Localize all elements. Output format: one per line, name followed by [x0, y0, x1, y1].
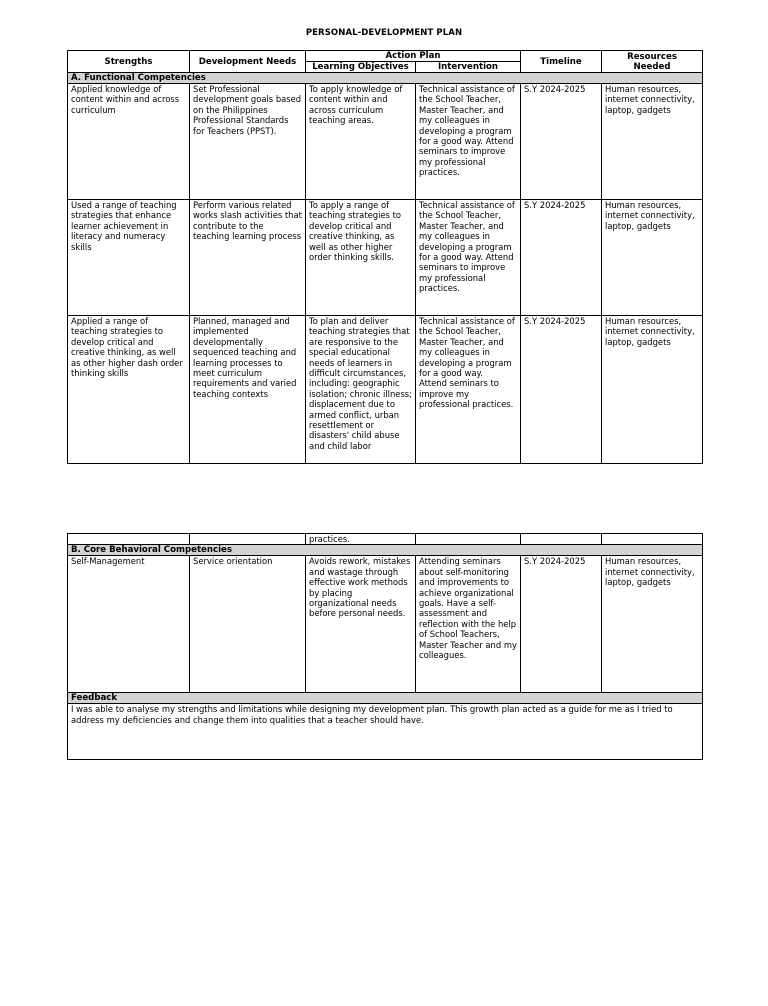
header-intervention: Intervention [416, 62, 521, 73]
development-plan-table-page2 [67, 533, 703, 760]
section-core-behavioral-competencies: B. Core Behavioral Competencies [68, 545, 703, 556]
strength-cell: Self-Management [68, 556, 190, 693]
header-learning-objectives: Learning Objectives [306, 62, 416, 73]
section-functional-competencies: A. Functional Competencies [68, 73, 703, 84]
timeline-cell: S.Y 2024-2025 [521, 84, 602, 200]
objective-cell: Avoids rework, mistakes and wastage through effective work methods by placing organizational needs before personal needs. [306, 556, 416, 693]
resources-cell: Human resources, internet connectivity, laptop, gadgets [602, 556, 703, 693]
empty-cell [521, 534, 602, 545]
empty-cell [190, 534, 306, 545]
table-row [68, 556, 703, 693]
need-cell: Planned, managed and implemented developmentally sequenced teaching and learning processes to meet curriculum requirements and varied teaching contexts [190, 316, 306, 464]
header-development-needs: Development Needs [190, 51, 306, 73]
objective-cell: To apply knowledge of content within and across curriculum teaching areas. [306, 84, 416, 200]
table-row [68, 316, 703, 464]
header-resources-needed: Resources Needed [602, 51, 703, 73]
header-strengths: Strengths [68, 51, 190, 73]
resources-cell: Human resources, internet connectivity, laptop, gadgets [602, 200, 703, 316]
need-cell: Service orientation [190, 556, 306, 693]
objective-cell: To plan and deliver teaching strategies that are responsive to the special educational needs of learners in difficult circumstances, including: geographic isolation; chronic illness; displacement due to armed conflict, urban resettlement or disasters' child abuse and child labor [306, 316, 416, 464]
objective-cell: To apply a range of teaching strategies to develop critical and creative thinking, as well as other higher order thinking skills. [306, 200, 416, 316]
timeline-cell: S.Y 2024-2025 [521, 200, 602, 316]
header-action-plan: Action Plan [306, 51, 521, 62]
empty-cell [68, 534, 190, 545]
continuation-text: practices. [306, 534, 416, 545]
empty-cell [602, 534, 703, 545]
intervention-cell: Attending seminars about self-monitoring and improvements to achieve organizational goals. Have a self-assessment and reflection with the help of School Teachers, Master Teacher and my colleagues. [416, 556, 521, 693]
intervention-cell: Technical assistance of the School Teacher, Master Teacher, and my colleagues in developing a program for a good way. Attend seminars to improve my professional practices. [416, 84, 521, 200]
intervention-cell: Technical assistance of the School Teacher, Master Teacher, and my colleagues in developing a program for a good way. Attend seminars to improve my professional practices. [416, 200, 521, 316]
intervention-cell: Technical assistance of the School Teacher, Master Teacher, and my colleagues in developing a program for a good way. Attend seminars to improve my professional practices. [416, 316, 521, 464]
timeline-cell: S.Y 2024-2025 [521, 316, 602, 464]
resources-cell: Human resources, internet connectivity, laptop, gadgets [602, 316, 703, 464]
document-title: PERSONAL-DEVELOPMENT PLAN [305, 28, 463, 38]
need-cell: Set Professional development goals based on the Philippines Professional Standards for Teachers (PPST). [190, 84, 306, 200]
table-row [68, 200, 703, 316]
strength-cell: Applied knowledge of content within and across curriculum [68, 84, 190, 200]
feedback-row [68, 704, 703, 760]
timeline-cell: S.Y 2024-2025 [521, 556, 602, 693]
section-feedback: Feedback [68, 693, 703, 704]
strength-cell: Applied a range of teaching strategies to develop critical and creative thinking, as well as other higher dash order thinking skills [68, 316, 190, 464]
feedback-text: I was able to analyse my strengths and limitations while designing my development plan. This growth plan acted as a guide for me as I tried to address my deficiencies and change them into qualities that a teacher should have. [68, 704, 703, 760]
development-plan-table-page1 [67, 50, 703, 464]
empty-cell [416, 534, 521, 545]
strength-cell: Used a range of teaching strategies that enhance learner achievement in literacy and numeracy skills [68, 200, 190, 316]
continuation-row [68, 534, 703, 545]
resources-cell: Human resources, internet connectivity, laptop, gadgets [602, 84, 703, 200]
need-cell: Perform various related works slash activities that contribute to the teaching learning process [190, 200, 306, 316]
table-row [68, 84, 703, 200]
header-timeline: Timeline [521, 51, 602, 73]
